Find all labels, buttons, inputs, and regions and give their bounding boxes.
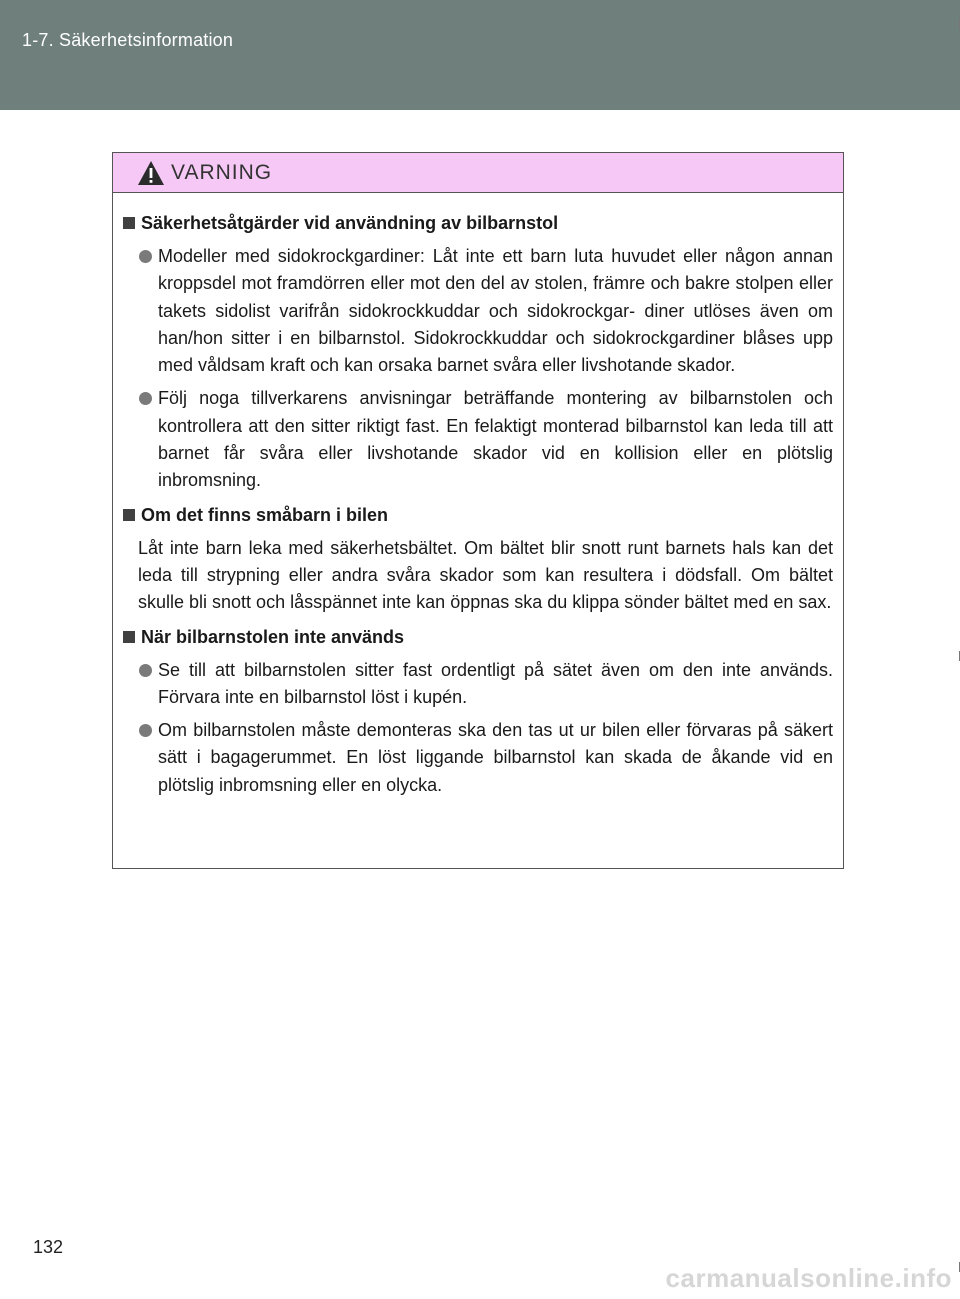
bullet-item	[123, 657, 833, 712]
circle-bullet-icon	[139, 250, 152, 263]
section-heading	[123, 209, 833, 237]
square-bullet-icon	[123, 631, 135, 643]
bullet-text: Modeller med sidokrockgardiner: Låt inte ett barn luta huvudet eller någon annan kroppsdel mot framdörren eller mot den del av stolen, främre och bakre stolpen eller takets sidolist varifrån sidokrockkuddar och sidokrockgar- diner utlöses även om han/hon sitter i en bilbarnstol. Sidokrockkuddar och sidokrockgardiner blåses upp med våldsam kraft och kan orsaka barnet svåra eller livshotande skador.	[158, 246, 833, 376]
circle-bullet-icon	[139, 724, 152, 737]
section-heading-text: Om det finns småbarn i bilen	[141, 504, 389, 525]
circle-bullet-icon	[139, 664, 152, 677]
square-bullet-icon	[123, 509, 135, 521]
section-heading-text: När bilbarnstolen inte används	[141, 626, 405, 647]
paragraph: Låt inte barn leka med säkerhetsbältet. Om bältet blir snott runt barnets hals kan det leda till strypning eller andra svåra skador som kan resultera i dödsfall. Om bältet skulle bli snott och låsspännet inte kan öppnas ska du klippa sönder bältet med en sax.	[138, 537, 833, 613]
bullet-item	[123, 717, 833, 799]
watermark: carmanualsonline.info	[665, 1263, 952, 1293]
bullet-text: Följ noga tillverkarens anvisningar beträffande montering av bilbarnstolen och kontrollera att den sitter riktigt fast. En felaktigt monterad bilbarnstol kan leda till att barnet får svåra eller livshotande skador vid en kollision eller en plötslig inbromsning.	[158, 388, 833, 491]
bullet-text: Se till att bilbarnstolen sitter fast ordentligt på sätet även om den inte används. Förvara inte en bilbarnstol löst i kupén.	[158, 659, 833, 707]
warning-content	[113, 193, 843, 799]
warning-label: VARNING	[171, 160, 273, 184]
warning-triangle-icon	[137, 160, 165, 186]
circle-bullet-icon	[139, 392, 152, 405]
square-bullet-icon	[123, 217, 135, 229]
section-heading	[123, 623, 833, 651]
section-heading-text: Säkerhetsåtgärder vid användning av bilbarnstol	[141, 213, 559, 233]
bullet-item	[123, 385, 833, 494]
page-number: 132	[33, 1237, 64, 1257]
warning-box	[112, 152, 844, 869]
bullet-text: Om bilbarnstolen måste demonteras ska den tas ut ur bilen eller förvaras på säkert sätt i bagagerummet. En löst liggande bilbarnstol kan skada de åkande vid en plötslig inbromsning eller en olycka.	[158, 720, 833, 795]
bullet-item	[123, 243, 833, 379]
warning-header	[113, 153, 843, 193]
header-band	[0, 0, 960, 110]
section-heading	[123, 501, 833, 529]
section-title: 1-7. Säkerhetsinformation	[22, 30, 234, 50]
